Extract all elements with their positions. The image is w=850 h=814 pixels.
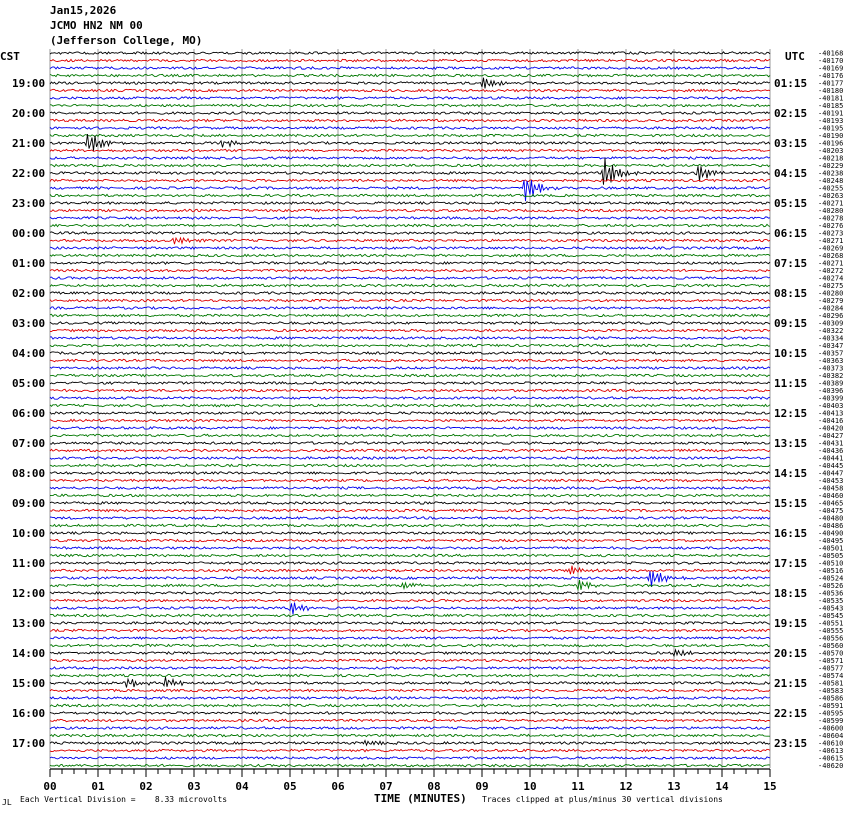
left-hour-label: 00:00 [12,227,46,240]
seismic-trace [50,603,770,615]
left-hour-label: 22:00 [12,167,46,180]
trace-offset-label: -40193 [818,117,844,125]
seismic-trace [50,677,770,688]
seismic-trace [50,637,770,639]
seismic-trace [50,741,770,746]
seismic-trace [50,217,770,219]
seismic-trace [50,427,770,429]
seismic-trace [50,674,770,676]
trace-offset-label: -40271 [818,259,844,268]
right-hour-label: 20:15 [774,647,808,660]
right-hour-label: 14:15 [774,467,808,480]
trace-offset-label: -40334 [818,334,844,343]
seismic-trace [50,322,770,324]
trace-offset-label: -40431 [818,439,844,448]
trace-offset-label: -40229 [818,162,844,170]
trace-offset-label: -40460 [818,492,844,500]
trace-offset-label: -40526 [818,582,844,590]
seismic-trace [50,74,770,76]
seismic-trace [50,119,770,121]
trace-offset-label: -40535 [818,597,844,605]
seismic-trace [50,457,770,459]
seismic-trace [50,479,770,481]
right-hour-label: 09:15 [774,317,808,330]
trace-offset-label: -40195 [818,124,844,133]
seismic-trace [50,269,770,271]
left-hour-label: 04:00 [12,347,46,360]
seismic-trace [50,179,770,181]
seismic-trace [50,667,770,669]
left-hour-label: 03:00 [12,317,46,330]
seismic-trace [50,89,770,91]
left-hour-label: 08:00 [12,467,46,480]
seismic-trace [50,704,770,706]
seismic-trace [50,712,770,714]
right-hour-label: 05:15 [774,197,808,210]
trace-offset-label: -40516 [818,567,844,575]
trace-offset-label: -40583 [818,687,844,695]
trace-offset-label: -40571 [818,657,844,665]
x-tick-label: 06 [331,780,345,793]
trace-offset-label: -40357 [818,349,844,358]
seismic-trace [50,614,770,616]
trace-offset-label: -40190 [818,132,844,140]
trace-offset-label: -40447 [818,469,844,478]
trace-offset-label: -40347 [818,342,844,350]
trace-offset-label: -40577 [818,664,844,673]
right-hour-label: 17:15 [774,557,808,570]
trace-offset-label: -40458 [818,484,844,493]
seismic-trace [50,449,770,451]
seismic-trace [50,67,770,69]
left-hour-label: 10:00 [12,527,46,540]
x-tick-label: 12 [619,780,633,793]
trace-offset-label: -40505 [818,552,844,560]
seismic-trace [50,307,770,309]
trace-offset-label: -40453 [818,477,844,485]
right-hour-label: 07:15 [774,257,808,270]
left-hour-label: 12:00 [12,587,46,600]
right-hour-label: 13:15 [774,437,808,450]
x-tick-label: 04 [235,780,249,793]
seismic-trace [50,149,770,151]
corner-mark: JL [2,798,12,807]
trace-offset-label: -40284 [818,304,844,313]
trace-offset-label: -40495 [818,537,844,545]
right-hour-label: 10:15 [774,347,808,360]
seismic-trace [50,697,770,699]
x-tick-label: 14 [715,780,729,793]
x-tick-label: 00 [43,780,57,793]
seismic-trace [50,659,770,661]
trace-offset-label: -40396 [818,387,844,395]
trace-offset-label: -40273 [818,229,844,238]
trace-offset-label: -40363 [818,357,844,365]
trace-offset-label: -40416 [818,417,844,425]
trace-offset-label: -40275 [818,282,844,290]
trace-offset-label: -40185 [818,102,844,110]
seismic-trace [50,650,770,656]
trace-offset-label: -40510 [818,559,844,568]
seismic-trace [50,622,770,624]
x-tick-label: 02 [139,780,153,793]
seismic-trace [50,757,770,759]
trace-offset-label: -40276 [818,222,844,230]
trace-offset-label: -40620 [818,762,844,770]
seismic-trace [50,314,770,316]
trace-offset-label: -40574 [818,672,844,680]
seismic-trace [50,727,770,729]
right-hour-label: 01:15 [774,77,808,90]
seismic-trace [50,592,770,594]
seismic-trace [50,104,770,106]
trace-offset-label: -40604 [818,732,844,740]
seismic-trace [50,254,770,256]
trace-offset-label: -40255 [818,184,844,193]
trace-offset-label: -40486 [818,522,844,530]
right-hour-label: 12:15 [774,407,808,420]
seismic-trace [50,52,770,54]
x-tick-label: 08 [427,780,441,793]
seismic-trace [50,247,770,249]
trace-offset-label: -40177 [818,79,844,88]
right-hour-label: 15:15 [774,497,808,510]
seismic-trace [50,689,770,691]
trace-offset-label: -40441 [818,454,844,463]
seismic-trace [50,554,770,556]
seismic-trace [50,509,770,511]
seismic-trace [50,329,770,331]
right-hour-label: 03:15 [774,137,808,150]
trace-offset-label: -40536 [818,589,844,598]
trace-offset-label: -40591 [818,702,844,710]
seismic-trace [50,412,770,414]
trace-offset-label: -40581 [818,679,844,688]
x-tick-label: 03 [187,780,201,793]
x-tick-label: 13 [667,780,681,793]
trace-offset-label: -40268 [818,252,844,260]
trace-offset-label: -40170 [818,57,844,65]
trace-offset-label: -40271 [818,199,844,208]
x-tick-label: 15 [763,780,777,793]
trace-offset-label: -40570 [818,649,844,658]
right-hour-label: 16:15 [774,527,808,540]
station-location: (Jefferson College, MO) [50,34,203,47]
left-hour-label: 15:00 [12,677,46,690]
trace-offset-label: -40524 [818,574,844,583]
trace-offset-label: -40169 [818,64,844,73]
trace-offset-label: -40203 [818,147,844,155]
trace-offset-label: -40610 [818,739,844,748]
seismic-trace [50,180,770,201]
seismic-trace [50,202,770,204]
trace-offset-label: -40436 [818,447,844,455]
trace-offset-label: -40180 [818,87,844,95]
seismic-trace [50,764,770,766]
left-hour-label: 16:00 [12,707,46,720]
seismic-trace [50,472,770,474]
seismic-trace [50,352,770,354]
trace-offset-label: -40269 [818,244,844,253]
left-hour-label: 11:00 [12,557,46,570]
trace-offset-label: -40586 [818,694,844,703]
trace-offset-label: -40274 [818,274,844,283]
seismic-trace [50,284,770,286]
right-hour-label: 19:15 [774,617,808,630]
seismic-trace [50,464,770,466]
trace-offset-label: -40615 [818,754,844,763]
right-hour-label: 04:15 [774,167,808,180]
vertical-division-note: Each Vertical Division = 8.33 microvolts [20,795,228,804]
seismic-trace [50,292,770,294]
x-tick-label: 09 [475,780,489,793]
trace-offset-label: -40465 [818,499,844,508]
x-axis-title: TIME (MINUTES) [374,792,467,805]
right-hour-label: 21:15 [774,677,808,690]
seismic-trace [50,337,770,339]
seismic-trace [50,629,770,631]
left-hour-label: 13:00 [12,617,46,630]
x-tick-label: 07 [379,780,393,793]
x-tick-label: 10 [523,780,537,793]
trace-offset-label: -40613 [818,747,844,755]
left-hour-label: 19:00 [12,77,46,90]
seismic-trace [50,566,770,575]
right-hour-label: 08:15 [774,287,808,300]
seismic-trace [50,134,770,136]
trace-offset-label: -40599 [818,717,844,725]
seismic-trace [50,397,770,399]
clip-note: Traces clipped at plus/minus 30 vertical divisions [482,795,723,804]
trace-offset-label: -40543 [818,604,844,613]
station-code: JCMO HN2 NM 00 [50,19,143,32]
seismic-trace [50,532,770,534]
trace-offset-label: -40382 [818,372,844,380]
seismic-trace [50,644,770,646]
left-hour-label: 14:00 [12,647,46,660]
trace-offset-label: -40420 [818,424,844,433]
trace-offset-label: -40280 [818,289,844,298]
right-hour-label: 06:15 [774,227,808,240]
trace-offset-label: -40373 [818,364,844,373]
seismic-trace [50,97,770,99]
trace-offset-label: -40280 [818,207,844,215]
seismic-trace [50,719,770,721]
left-hour-label: 05:00 [12,377,46,390]
trace-offset-label: -40389 [818,379,844,388]
seismic-trace [50,524,770,526]
seismic-trace [50,389,770,391]
left-hour-label: 09:00 [12,497,46,510]
trace-offset-label: -40168 [818,49,844,58]
left-hour-label: 07:00 [12,437,46,450]
trace-offset-label: -40413 [818,409,844,418]
seismic-trace [50,78,770,89]
right-hour-label: 02:15 [774,107,808,120]
seismic-trace [50,749,770,751]
seismic-trace [50,157,770,159]
seismic-trace [50,539,770,541]
seismic-trace [50,434,770,436]
plot-date: Jan15,2026 [50,4,117,17]
trace-offset-label: -40196 [818,139,844,148]
trace-offset-label: -40272 [818,267,844,275]
trace-offset-label: -40427 [818,432,844,440]
seismic-trace [50,599,770,601]
left-hour-label: 02:00 [12,287,46,300]
seismic-trace [50,547,770,549]
right-timezone-label: UTC [785,50,805,63]
trace-offset-label: -40218 [818,154,844,163]
seismic-trace [50,502,770,504]
left-hour-label: 21:00 [12,137,46,150]
seismic-trace [50,112,770,114]
trace-offset-label: -40399 [818,394,844,403]
trace-offset-label: -40263 [818,192,844,200]
trace-offset-label: -40556 [818,634,844,643]
seismic-trace [50,127,770,129]
seismic-trace [50,262,770,264]
seismic-trace [50,344,770,346]
seismic-trace [50,359,770,361]
trace-offset-label: -40238 [818,169,844,178]
trace-offset-label: -40296 [818,312,844,320]
seismic-trace [50,382,770,384]
trace-offset-label: -40490 [818,529,844,538]
seismic-trace [50,562,770,564]
seismic-trace [50,367,770,369]
trace-offset-label: -40191 [818,109,844,118]
right-hour-label: 23:15 [774,737,808,750]
trace-offset-label: -40501 [818,544,844,553]
trace-offset-label: -40555 [818,627,844,635]
trace-offset-label: -40551 [818,619,844,628]
seismic-trace [50,238,770,244]
x-tick-label: 01 [91,780,105,793]
seismic-trace [50,209,770,211]
seismic-trace [50,404,770,406]
seismic-trace [50,164,770,166]
trace-offset-label: -40181 [818,94,844,103]
x-tick-label: 11 [571,780,585,793]
left-hour-label: 20:00 [12,107,46,120]
seismic-trace [50,419,770,421]
right-hour-label: 11:15 [774,377,808,390]
left-hour-label: 17:00 [12,737,46,750]
seismic-trace [50,517,770,519]
trace-offset-label: -40322 [818,327,844,335]
seismic-trace [50,224,770,226]
trace-offset-label: -40176 [818,72,844,80]
trace-offset-label: -40309 [818,319,844,328]
trace-offset-label: -40279 [818,297,844,305]
trace-offset-label: -40475 [818,507,844,515]
x-tick-label: 05 [283,780,297,793]
seismic-trace [50,232,770,234]
trace-offset-label: -40403 [818,402,844,410]
trace-offset-label: -40600 [818,724,844,733]
left-hour-label: 23:00 [12,197,46,210]
trace-offset-label: -40480 [818,514,844,523]
seismic-trace [50,277,770,279]
trace-offset-label: -40445 [818,462,844,470]
seismic-trace [50,59,770,61]
seismic-trace [50,299,770,301]
seismic-trace [50,487,770,489]
left-timezone-label: CST [0,50,20,63]
right-hour-label: 22:15 [774,707,808,720]
seismic-trace [50,134,770,151]
seismic-trace [50,442,770,444]
trace-offset-label: -40595 [818,709,844,718]
seismic-trace [50,374,770,376]
left-hour-label: 01:00 [12,257,46,270]
seismic-trace [50,494,770,496]
trace-offset-label: -40248 [818,177,844,185]
left-hour-label: 06:00 [12,407,46,420]
trace-offset-label: -40560 [818,642,844,650]
seismic-trace [50,734,770,736]
trace-offset-label: -40545 [818,612,844,620]
seismic-trace [50,194,770,196]
trace-offset-label: -40278 [818,214,844,223]
right-hour-label: 18:15 [774,587,808,600]
trace-offset-label: -40271 [818,237,844,245]
